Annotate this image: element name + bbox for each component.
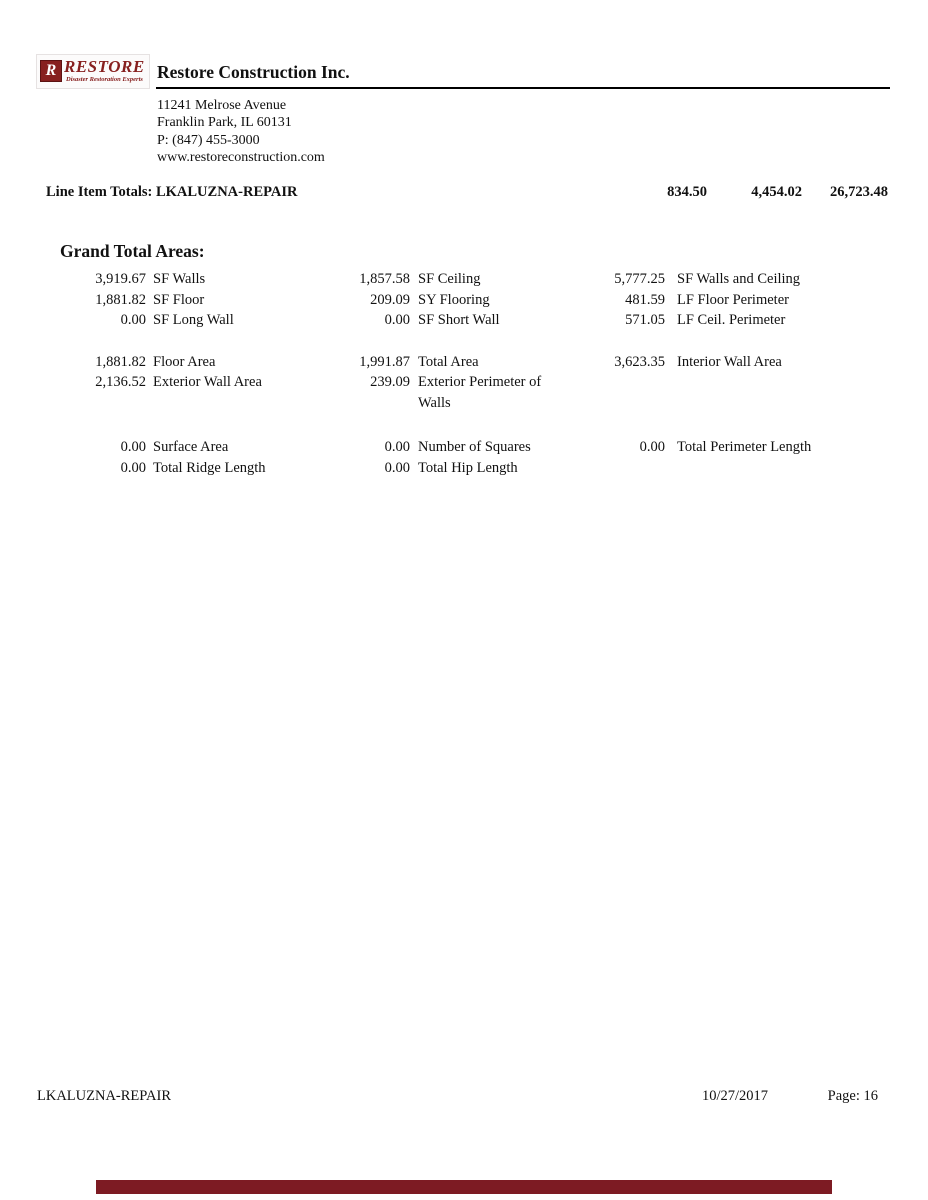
area-label: Exterior Perimeter of Walls <box>418 374 542 411</box>
area-cell <box>60 290 350 311</box>
line-item-totals-row <box>0 184 928 204</box>
area-cell <box>60 458 350 479</box>
area-cell <box>60 310 350 331</box>
area-value: 1,881.82 <box>95 353 146 370</box>
area-value: 2,136.52 <box>95 374 146 390</box>
total-value-3: 26,723.48 <box>830 184 888 200</box>
area-cell <box>605 437 890 458</box>
area-row <box>60 290 890 311</box>
logo-r-icon: R <box>40 60 62 82</box>
total-value-2: 4,454.02 <box>751 184 802 200</box>
company-name: Restore Construction Inc. <box>157 62 350 82</box>
area-label: SF Short Wall <box>418 312 500 328</box>
area-row <box>60 269 890 290</box>
header-divider <box>156 87 890 89</box>
areas-grid <box>60 269 890 478</box>
total-value-1: 834.50 <box>667 184 707 200</box>
footer-date: 10/27/2017 <box>701 1088 768 1104</box>
address-line: 11241 Melrose Avenue <box>157 98 287 113</box>
company-website: www.restoreconstruction.com <box>157 150 325 166</box>
area-cell <box>350 372 605 413</box>
area-value: 0.00 <box>120 439 146 455</box>
area-section <box>60 352 890 414</box>
area-cell <box>60 269 350 290</box>
logo-brand-name: RESTORE <box>64 57 145 76</box>
address-line: P: (847) 455-3000 <box>157 132 260 148</box>
grand-total-areas-title: Grand Total Areas: <box>60 241 205 261</box>
line-item-totals-label: Line Item Totals: LKALUZNA-REPAIR <box>46 184 298 200</box>
area-section <box>60 269 890 331</box>
area-value: 0.00 <box>384 459 410 476</box>
area-value: 0.00 <box>120 312 146 328</box>
area-label: SF Ceiling <box>418 271 481 287</box>
logo-tagline: Disaster Restoration Experts <box>66 76 143 83</box>
area-label: Interior Wall Area <box>677 353 782 370</box>
area-value: 1,857.58 <box>359 271 410 287</box>
area-value: 0.00 <box>120 459 146 476</box>
area-cell <box>605 290 890 311</box>
area-label: SF Walls and Ceiling <box>677 271 801 287</box>
area-label: Total Perimeter Length <box>677 439 812 455</box>
area-value: 481.59 <box>625 291 665 308</box>
area-cell <box>350 458 605 479</box>
area-value: 209.09 <box>370 291 410 308</box>
area-cell <box>60 352 350 373</box>
area-label: Floor Area <box>153 353 216 370</box>
company-logo <box>36 54 150 89</box>
area-label: Total Area <box>418 353 479 370</box>
logo-text <box>64 57 145 84</box>
footer-page-number: Page: 16 <box>827 1088 878 1104</box>
area-cell <box>605 269 890 290</box>
area-label: SF Long Wall <box>153 312 234 328</box>
job-name: LKALUZNA-REPAIR <box>155 184 298 200</box>
area-cell <box>350 437 605 458</box>
area-value: 239.09 <box>370 374 410 390</box>
area-label: Exterior Wall Area <box>153 374 262 390</box>
area-value: 0.00 <box>639 439 665 455</box>
area-label: Total Ridge Length <box>153 459 266 476</box>
area-label: SF Floor <box>153 291 205 308</box>
area-value: 1,881.82 <box>95 291 146 308</box>
area-label: SF Walls <box>153 271 206 287</box>
footer-accent-bar <box>96 1180 832 1194</box>
area-cell <box>350 352 605 373</box>
area-label: LF Floor Perimeter <box>677 291 789 308</box>
area-label: Total Hip Length <box>418 459 518 476</box>
address-line: Franklin Park, IL 60131 <box>157 115 292 131</box>
area-row <box>60 372 890 413</box>
area-row <box>60 458 890 479</box>
company-address <box>157 97 325 167</box>
area-cell <box>350 269 605 290</box>
area-value: 3,919.67 <box>95 271 146 287</box>
area-value: 5,777.25 <box>614 271 665 287</box>
area-cell <box>60 372 350 393</box>
area-label: Surface Area <box>153 439 229 455</box>
area-label: SY Flooring <box>418 291 490 308</box>
area-cell <box>60 437 350 458</box>
area-row <box>60 437 890 458</box>
area-cell <box>350 310 605 331</box>
area-value: 571.05 <box>625 312 665 328</box>
footer-job-name: LKALUZNA-REPAIR <box>37 1088 171 1104</box>
area-cell <box>605 352 890 373</box>
area-section <box>60 437 890 478</box>
area-cell <box>605 310 890 331</box>
area-value: 3,623.35 <box>614 353 665 370</box>
area-row <box>60 352 890 373</box>
area-value: 1,991.87 <box>359 353 410 370</box>
area-label: Number of Squares <box>418 439 531 455</box>
area-cell <box>350 290 605 311</box>
area-row <box>60 310 890 331</box>
area-label: LF Ceil. Perimeter <box>677 312 786 328</box>
area-value: 0.00 <box>384 312 410 328</box>
area-value: 0.00 <box>384 439 410 455</box>
